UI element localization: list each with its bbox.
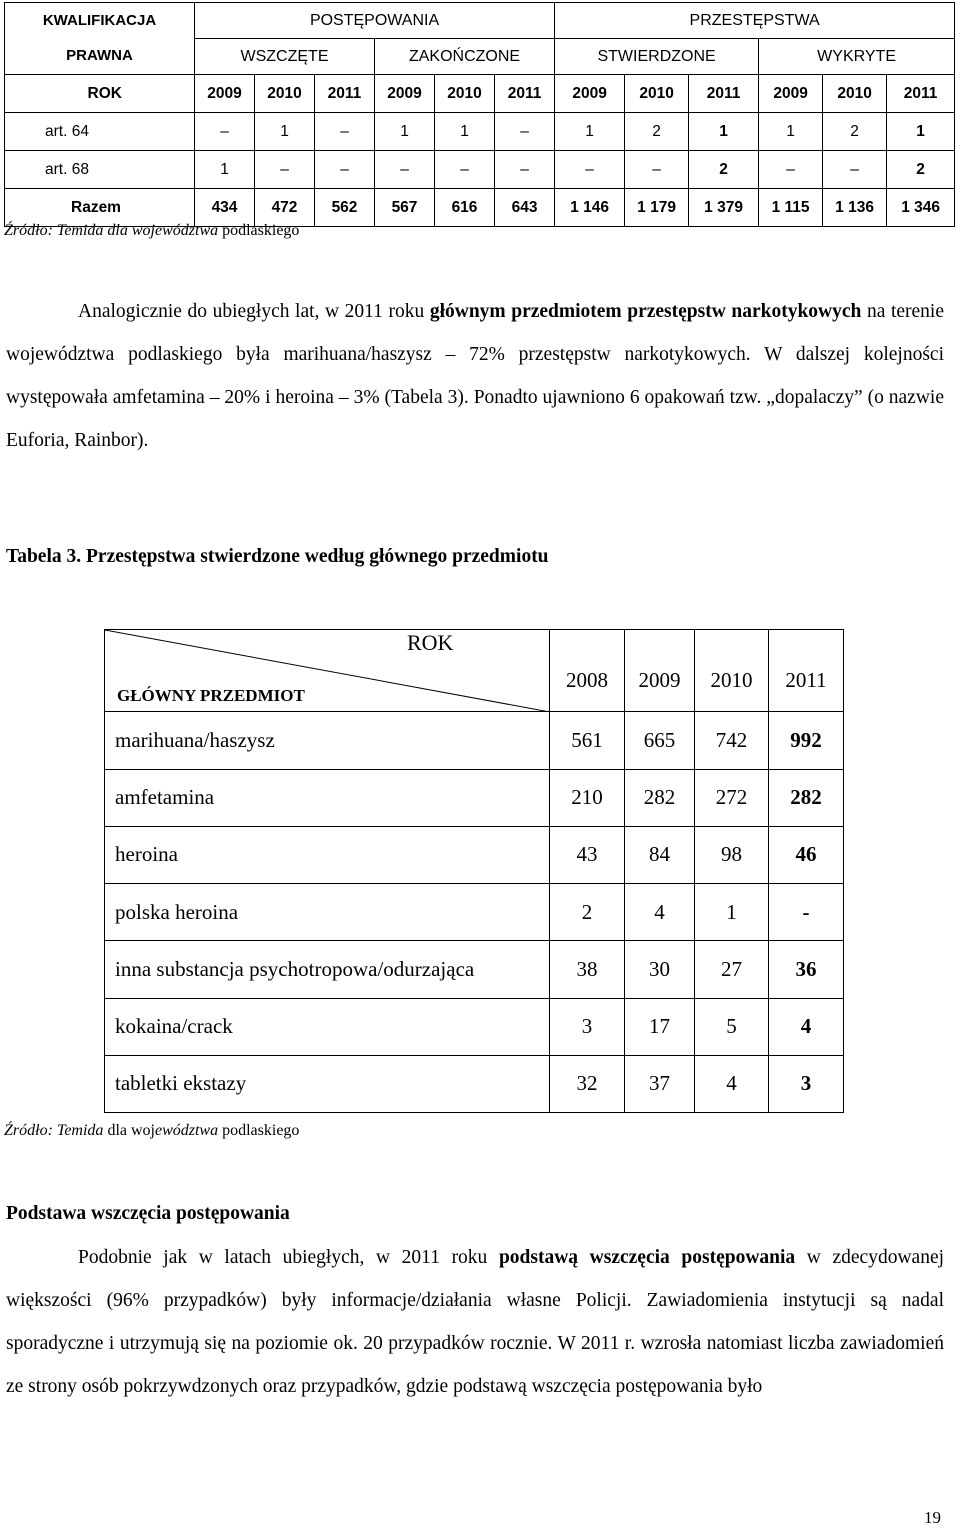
table-cell: 282 bbox=[625, 769, 695, 826]
legal-qualification-table bbox=[4, 2, 955, 227]
table-cell: 561 bbox=[550, 712, 625, 769]
table-cell: 4 bbox=[625, 884, 695, 941]
source-part: Źródło: Temida bbox=[4, 1122, 104, 1139]
table-cell: 2 bbox=[625, 113, 689, 151]
table3-source bbox=[4, 1122, 299, 1140]
table-cell: 434 bbox=[195, 189, 255, 227]
table-cell: 1 bbox=[255, 113, 315, 151]
subject-name: inna substancja psychotropowa/odurzająca bbox=[105, 941, 550, 998]
year-cell: 2010 bbox=[823, 75, 887, 113]
paragraph-text: w zdecydowanej większości (96% przypadków) były informacje/działania własne Policji. Zawiadomienia instytucji są nadal sporadyczne i utrzymują się na poziomie ok. 20 przypadków rocznie. W 2011 r. wzrosła natomiast liczba zawiadomień ze strony osób pokrzywdzonych oraz przypadków, gdzie podstawą wszczęcia postępowania było bbox=[6, 1247, 945, 1397]
table-row bbox=[5, 189, 955, 227]
table-cell: – bbox=[495, 113, 555, 151]
table-cell: 2 bbox=[689, 151, 759, 189]
table-cell: 1 bbox=[689, 113, 759, 151]
paragraph-text: na terenie województwa podlaskiego była marihuana/haszysz – 72% przestępstw narkotykowych. W dalszej kolejności występowała amfetamina – 20% i heroina – 3% (Tabela 3). Ponadto ujawniono 6 opakowań tzw. „dopalaczy” (o nazwie Euforia, Rainbor). bbox=[6, 301, 944, 451]
year-label: ROK bbox=[5, 75, 195, 113]
year-cell: 2009 bbox=[195, 75, 255, 113]
year-cell: 2009 bbox=[759, 75, 823, 113]
table-cell: 43 bbox=[550, 826, 625, 883]
table-cell: 992 bbox=[769, 712, 844, 769]
table-cell: 1 bbox=[759, 113, 823, 151]
table-cell: 38 bbox=[550, 941, 625, 998]
year-cell: 2009 bbox=[555, 75, 625, 113]
table-cell: 643 bbox=[495, 189, 555, 227]
table-cell: 1 bbox=[887, 113, 955, 151]
year-header: ROK bbox=[407, 630, 454, 655]
table-cell: 472 bbox=[255, 189, 315, 227]
table-cell: 37 bbox=[625, 1055, 695, 1112]
year-cell: 2011 bbox=[315, 75, 375, 113]
diagonal-header-cell bbox=[105, 630, 550, 712]
paragraph-main-subject bbox=[6, 290, 944, 462]
table-cell: – bbox=[255, 151, 315, 189]
table-row bbox=[105, 712, 844, 769]
subject-name: kokaina/crack bbox=[105, 998, 550, 1055]
table-cell: 1 bbox=[375, 113, 435, 151]
table-cell: 46 bbox=[769, 826, 844, 883]
year-cell: 2009 bbox=[375, 75, 435, 113]
table-row bbox=[5, 113, 955, 151]
paragraph-bold: głównym przedmiotem przestępstw narkotykowych bbox=[429, 301, 862, 322]
table-cell: 1 136 bbox=[823, 189, 887, 227]
paragraph-bold: podstawą wszczęcia postępowania bbox=[498, 1247, 796, 1268]
table-cell: 2 bbox=[550, 884, 625, 941]
established-header: STWIERDZONE bbox=[555, 39, 759, 75]
year-header-cell: 2008 bbox=[550, 630, 625, 712]
table-cell: – bbox=[759, 151, 823, 189]
year-cell: 2010 bbox=[255, 75, 315, 113]
table-row bbox=[105, 884, 844, 941]
table-cell: 282 bbox=[769, 769, 844, 826]
table-cell: 272 bbox=[695, 769, 769, 826]
year-header-cell: 2010 bbox=[695, 630, 769, 712]
subject-name: marihuana/haszysz bbox=[105, 712, 550, 769]
row-label: art. 68 bbox=[5, 151, 195, 189]
table-cell: 4 bbox=[695, 1055, 769, 1112]
qualification-header-line1: KWALIFIKACJA bbox=[5, 3, 195, 39]
table-cell: 1 146 bbox=[555, 189, 625, 227]
table-cell: 1 bbox=[695, 884, 769, 941]
table-cell: 1 bbox=[555, 113, 625, 151]
table-cell: – bbox=[315, 151, 375, 189]
caption-prefix: Tabela 3. bbox=[6, 546, 82, 567]
year-header-cell: 2011 bbox=[769, 630, 844, 712]
table-cell: – bbox=[823, 151, 887, 189]
table-cell: 3 bbox=[769, 1055, 844, 1112]
initiated-header: WSZCZĘTE bbox=[195, 39, 375, 75]
qualification-header-line2: PRAWNA bbox=[5, 39, 195, 75]
table-cell: – bbox=[315, 113, 375, 151]
table3-caption bbox=[6, 546, 549, 568]
table-cell: 665 bbox=[625, 712, 695, 769]
proceedings-group-header: POSTĘPOWANIA bbox=[195, 3, 555, 39]
crimes-by-subject-table bbox=[104, 629, 844, 1113]
table-cell: 17 bbox=[625, 998, 695, 1055]
table-cell: 1 179 bbox=[625, 189, 689, 227]
table-cell: 562 bbox=[315, 189, 375, 227]
table-cell: 3 bbox=[550, 998, 625, 1055]
table-cell: – bbox=[625, 151, 689, 189]
row-label: Razem bbox=[5, 189, 195, 227]
table-row bbox=[5, 151, 955, 189]
table-cell: 567 bbox=[375, 189, 435, 227]
table-cell: 4 bbox=[769, 998, 844, 1055]
subject-name: tabletki ekstazy bbox=[105, 1055, 550, 1112]
table-cell: 5 bbox=[695, 998, 769, 1055]
table1-source bbox=[4, 222, 299, 240]
table-cell: 210 bbox=[550, 769, 625, 826]
table-cell: – bbox=[495, 151, 555, 189]
paragraph-text: Podobnie jak w latach ubiegłych, w 2011 roku bbox=[78, 1247, 499, 1268]
source-part: podlaskiego bbox=[218, 1122, 300, 1139]
year-header-cell: 2009 bbox=[625, 630, 695, 712]
table-cell: 1 346 bbox=[887, 189, 955, 227]
table-cell: 1 bbox=[435, 113, 495, 151]
caption-text: Przestępstwa stwierdzone według głównego przedmiotu bbox=[81, 546, 549, 567]
table-cell: 84 bbox=[625, 826, 695, 883]
subject-header: GŁÓWNY PRZEDMIOT bbox=[117, 686, 305, 705]
table-cell: 616 bbox=[435, 189, 495, 227]
source-prefix: Źródło: Temida dla województwa bbox=[4, 222, 219, 239]
page-number: 19 bbox=[924, 1508, 941, 1527]
source-suffix: podlaskiego bbox=[222, 222, 300, 239]
table-row bbox=[105, 998, 844, 1055]
year-cell: 2011 bbox=[495, 75, 555, 113]
table-row bbox=[105, 769, 844, 826]
year-cell: 2011 bbox=[689, 75, 759, 113]
table-cell: 36 bbox=[769, 941, 844, 998]
table-row bbox=[105, 941, 844, 998]
table-cell: – bbox=[555, 151, 625, 189]
section-heading: Podstawa wszczęcia postępowania bbox=[6, 1203, 290, 1224]
table-cell: 2 bbox=[887, 151, 955, 189]
table-cell: 32 bbox=[550, 1055, 625, 1112]
table-cell: 98 bbox=[695, 826, 769, 883]
table-cell: 27 bbox=[695, 941, 769, 998]
year-cell: 2010 bbox=[435, 75, 495, 113]
table-cell: – bbox=[435, 151, 495, 189]
source-part: dla woj bbox=[103, 1122, 155, 1139]
row-label: art. 64 bbox=[5, 113, 195, 151]
table-cell: – bbox=[375, 151, 435, 189]
table-cell: - bbox=[769, 884, 844, 941]
table-cell: 1 bbox=[195, 151, 255, 189]
detected-header: WYKRYTE bbox=[759, 39, 955, 75]
table-cell: 2 bbox=[823, 113, 887, 151]
table-cell: 1 379 bbox=[689, 189, 759, 227]
subject-name: polska heroina bbox=[105, 884, 550, 941]
year-cell: 2011 bbox=[887, 75, 955, 113]
source-part: ewództwa bbox=[154, 1122, 219, 1139]
table-row bbox=[105, 826, 844, 883]
crimes-group-header: PRZESTĘPSTWA bbox=[555, 3, 955, 39]
subject-name: heroina bbox=[105, 826, 550, 883]
completed-header: ZAKOŃCZONE bbox=[375, 39, 555, 75]
table-row bbox=[105, 1055, 844, 1112]
table-cell: – bbox=[195, 113, 255, 151]
table-cell: 1 115 bbox=[759, 189, 823, 227]
paragraph-initiation-basis bbox=[6, 1236, 944, 1408]
table-cell: 742 bbox=[695, 712, 769, 769]
table-cell: 30 bbox=[625, 941, 695, 998]
subject-name: amfetamina bbox=[105, 769, 550, 826]
year-cell: 2010 bbox=[625, 75, 689, 113]
paragraph-text: Analogicznie do ubiegłych lat, w 2011 roku bbox=[78, 301, 430, 322]
